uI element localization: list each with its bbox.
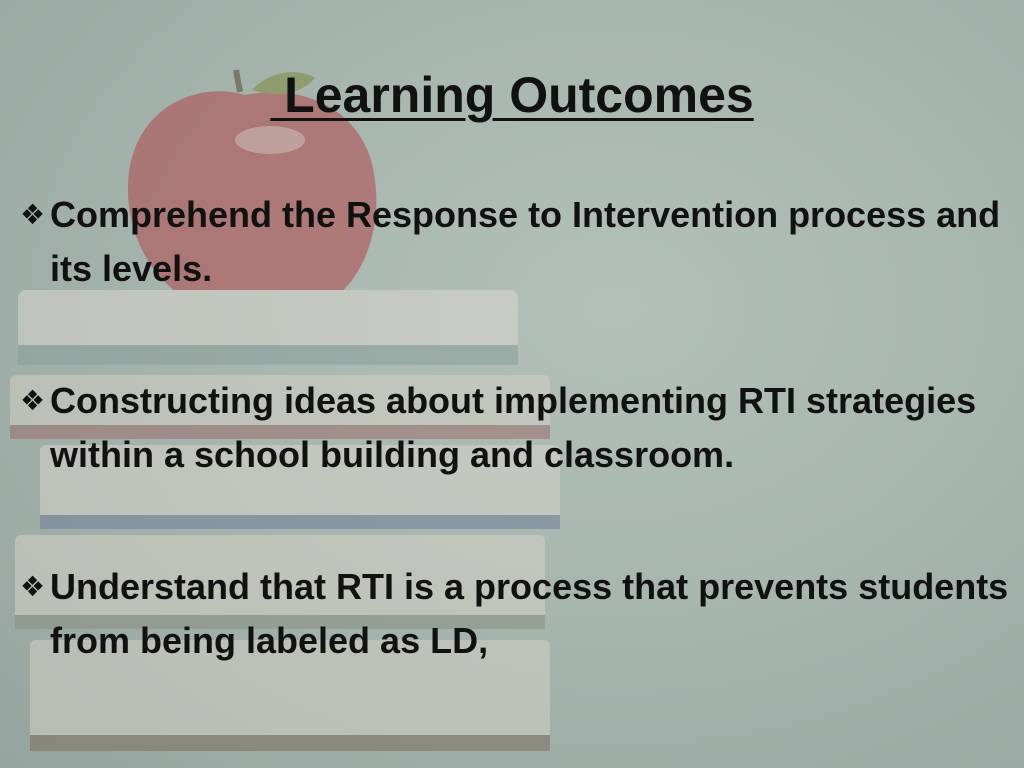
bullet-list [20,188,1020,668]
diamond-bullet-icon: ❖ [20,570,46,603]
bullet-text: Comprehend the Response to Intervention process and its levels. [50,194,1001,289]
bullet-item [20,188,1020,296]
bullet-text: Understand that RTI is a process that prevents students from being labeled as LD, [50,566,1009,661]
slide-title: Learning Outcomes [270,67,754,123]
bullet-item [20,374,1020,482]
bullet-item [20,560,1020,668]
bullet-text: Constructing ideas about implementing RTI strategies within a school building and classroom. [50,380,977,475]
diamond-bullet-icon: ❖ [20,198,46,231]
diamond-bullet-icon: ❖ [20,384,46,417]
